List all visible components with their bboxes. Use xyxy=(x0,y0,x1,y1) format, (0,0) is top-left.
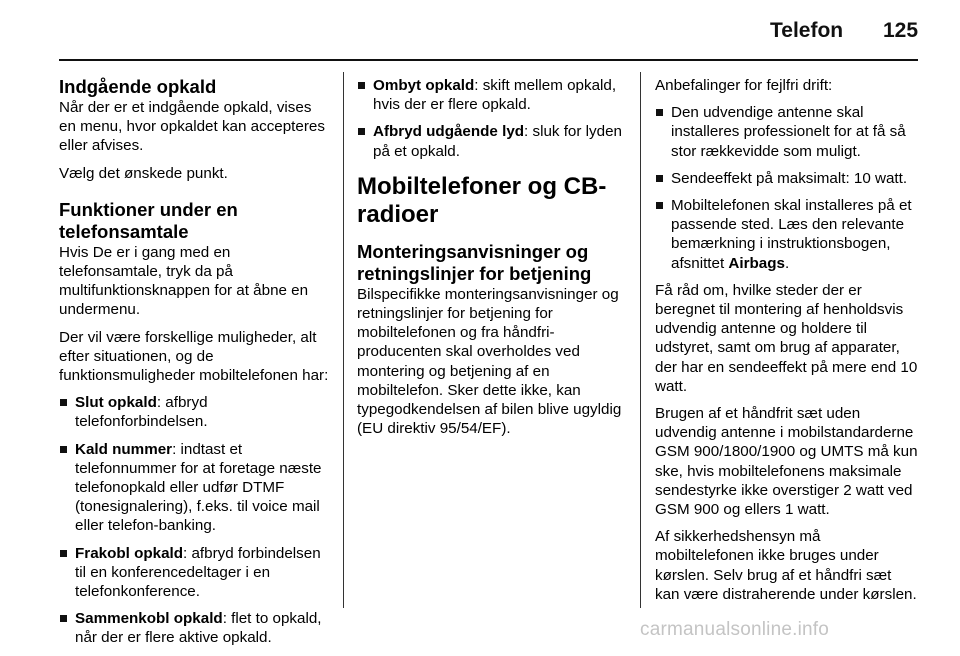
bullet-square-icon xyxy=(656,175,663,182)
column-divider xyxy=(343,72,344,608)
section-title: Telefon xyxy=(770,19,844,42)
bullet-term: Ombyt opkald xyxy=(373,77,475,94)
paragraph-handsfree: Brugen af et håndfrit sæt uden udvendig antenne i mobilstandarderne GSM 900/1800/1900 og UMTS må kun ske, hvis mobiltelefonens maksimale sendestyrke ikke overstiger 2 watt ved GSM 900 og ellers 1 watt. xyxy=(655,405,918,519)
watermark: carmanualsonline.info xyxy=(640,619,830,640)
heading-call-functions: Funktioner under en telefonsamtale xyxy=(59,198,238,242)
list-item xyxy=(357,122,625,160)
heading-mobile-phones: Mobiltelefoner og CB-radioer xyxy=(357,172,607,228)
paragraph-functions: Hvis De er i gang med en telefonsamtale, tryk da på multifunktionsknappen for at åbne en undermenu. xyxy=(59,243,309,319)
paragraph-choose: Vælg det ønskede punkt. xyxy=(59,164,228,182)
list-item xyxy=(59,544,329,602)
list-item xyxy=(655,196,920,273)
paragraph-incoming: Når der er et indgående opkald, vises en menu, hvor opkaldet kan accepteres eller afvises. xyxy=(59,99,325,155)
bullet-text: : flet to opkald, når der er flere aktive opkald. xyxy=(75,610,322,647)
column-left xyxy=(59,76,329,656)
column-right xyxy=(655,76,920,612)
bullet-term: Frakobl opkald xyxy=(75,544,184,562)
list-item xyxy=(357,76,625,114)
page-number: 125 xyxy=(883,19,919,42)
bullet-text: : skift mellem opkald, hvis der er flere opkald. xyxy=(373,77,617,114)
bullet-square-icon xyxy=(358,82,365,89)
bullet-square-icon xyxy=(656,202,663,209)
bullet-term: Slut opkald xyxy=(75,394,157,412)
bullet-text: : afbryd telefonforbindelsen. xyxy=(75,394,208,431)
bullet-text: : sluk for lyden på et opkald. xyxy=(373,123,622,160)
bullet-square-icon xyxy=(358,128,365,135)
bullet-square-icon xyxy=(60,399,67,406)
bullet-tail: . xyxy=(784,254,790,272)
bullet-term: Airbags xyxy=(728,254,785,272)
bullet-text: : indtast et telefonnummer for at foretage næste telefonopkald eller udfør DTMF (tonesignalering), f.eks. til voice mail eller telefon-banking. xyxy=(75,440,322,535)
header-rule xyxy=(59,59,918,61)
column-middle xyxy=(357,76,625,446)
bullet-square-icon xyxy=(656,109,663,116)
bullet-text: Den udvendige antenne skal installeres professionelt for at få så stor rækkevidde som muligt. xyxy=(671,104,906,160)
list-item xyxy=(59,440,329,536)
bullet-term: Kald nummer xyxy=(75,440,173,458)
bullet-term: Afbryd udgående lyd xyxy=(373,123,525,141)
paragraph-advice: Få råd om, hvilke steder der er beregnet til montering af henholdsvis udvendig antenne og holdere til udstyret, samt om brug af apparater, der har en sendeeffekt på mere end 10 watt. xyxy=(655,281,918,395)
bullet-text: Sendeeffekt på maksimalt: 10 watt. xyxy=(671,169,908,187)
heading-incoming-call: Indgående opkald xyxy=(59,76,217,97)
list-item xyxy=(59,393,329,431)
bullet-text: Mobiltelefonen skal installeres på et passende sted. Læs den relevante bemærkning i instruktionsbogen, afsnittet xyxy=(671,197,912,272)
list-item xyxy=(655,169,920,188)
column-divider xyxy=(640,72,641,608)
bullet-square-icon xyxy=(60,615,67,622)
bullet-square-icon xyxy=(60,550,67,557)
paragraph-recommendations: Anbefalinger for fejlfri drift: xyxy=(655,77,833,94)
paragraph-safety: Af sikkerhedshensyn må mobiltelefonen ikke bruges under kørslen. Selv brug af et håndfri sæt kan være distraherende under kørslen. xyxy=(655,528,917,603)
bullet-term: Sammenkobl opkald xyxy=(75,610,223,628)
heading-mounting: Monteringsanvisninger og retningslinjer for betjening xyxy=(357,240,592,284)
bullet-square-icon xyxy=(60,446,67,453)
list-item xyxy=(655,103,920,161)
paragraph-mounting: Bilspecifikke monteringsanvisninger og retningslinjer for betjening for mobiltelefonen og fra håndfri-producenten skal overholdes ved montering og betjening af en mobiltelefon. Sker dette ikke, kan typegodkendelsen af bilen blive ugyldig (EU direktiv 95/54/EF). xyxy=(357,285,622,438)
paragraph-options: Der vil være forskellige muligheder, alt efter situationen, og de funktionsmuligheder mobiltelefonen har: xyxy=(59,328,329,385)
bullet-text: : afbryd forbindelsen til en konferencedeltager i en telefonkonference. xyxy=(75,544,321,601)
